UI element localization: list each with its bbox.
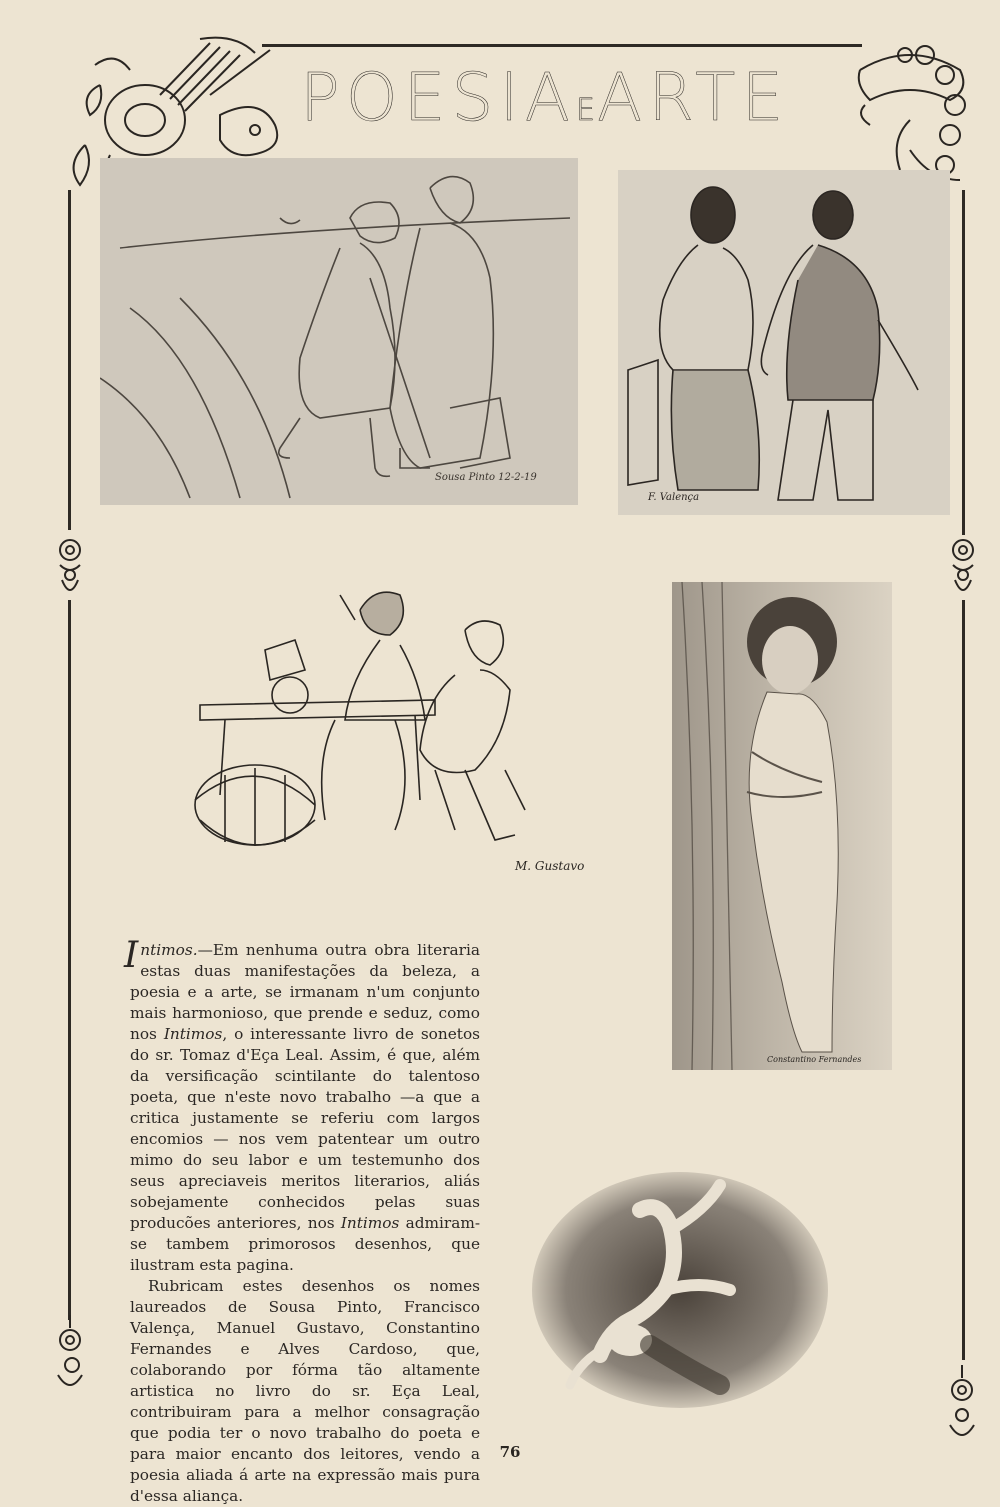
article-p1-cont: , o interessante livro de sonetos do sr. Tomaz d'Eça Leal. Assim, é que, além da versificação scintilante do talentoso poeta, que n'este novo trabalho —a que a critica justamente se referiu com largos encomios — nos vem patentear um outro mimo do seu labor e um testemunho dos seus apreciaveis meritos literarios, aliás sobejamente conhecidos pelas suas producões anteriores, nos <box>130 1025 480 1232</box>
title-part1: POESIA <box>300 59 576 136</box>
frame-top-line <box>262 44 862 47</box>
woman-curtain <box>672 582 892 1070</box>
book-title-ref: Intimos <box>163 1025 223 1043</box>
book-title-ref-2: Intimos <box>340 1214 400 1232</box>
article-p1-text: —Em nenhuma outra obra literaria estas duas manifestações da beleza, a poesia e a arte, se irmanam n'um conjunto mais harmonioso, que prende e seduz, como nos <box>130 941 480 1043</box>
frame-left-line-lower <box>68 600 71 1320</box>
frame-right-line <box>962 190 965 535</box>
right-side-ornament <box>945 530 981 610</box>
drop-cap: I <box>124 935 139 976</box>
woman-curtain-signature: Constantino Fernandes <box>767 1055 862 1064</box>
article-paragraph-2: Rubricam estes desenhos os nomes laureados de Sousa Pinto, Francisco Valença, Manuel Gustavo, Constantino Fernandes e Alves Cardoso, que, colaborando por fórma tão altamente artistica no livro do sr. Eça Leal, contribuiram para a melhor consagração que podia ter o novo trabalho do poeta e para maior encanto dos leitores, vendo a poesia aliada á arte na expressão mais pura d'essa aliança. <box>130 1277 480 1505</box>
article-p1-end: admiram-se tambem primorosos desenhos, que ilustram esta pagina. <box>130 1214 480 1274</box>
couple-drawing <box>618 170 950 515</box>
title-connector: E <box>575 93 597 128</box>
right-bottom-ornament <box>942 1360 982 1450</box>
left-bottom-ornament <box>50 1310 90 1400</box>
frame-left-line <box>68 190 71 530</box>
tavern-signature: M. Gustavo <box>515 859 585 873</box>
tavern-scene <box>165 580 595 880</box>
article-paragraph-1 <box>124 935 480 1276</box>
two-men-signature: Sousa Pinto 12-2-19 <box>435 472 537 483</box>
page-number: 76 <box>499 1443 521 1461</box>
article-text <box>124 935 480 1507</box>
title-part2: ARTE <box>596 59 790 136</box>
page-title <box>300 58 800 138</box>
frame-right-line-lower <box>962 600 965 1360</box>
left-side-ornament <box>52 530 88 610</box>
article-title: ntimos. <box>140 941 198 959</box>
two-men-sketch <box>100 158 578 505</box>
couple-signature: F. Valença <box>648 492 700 503</box>
reclining-figure <box>530 1170 830 1410</box>
